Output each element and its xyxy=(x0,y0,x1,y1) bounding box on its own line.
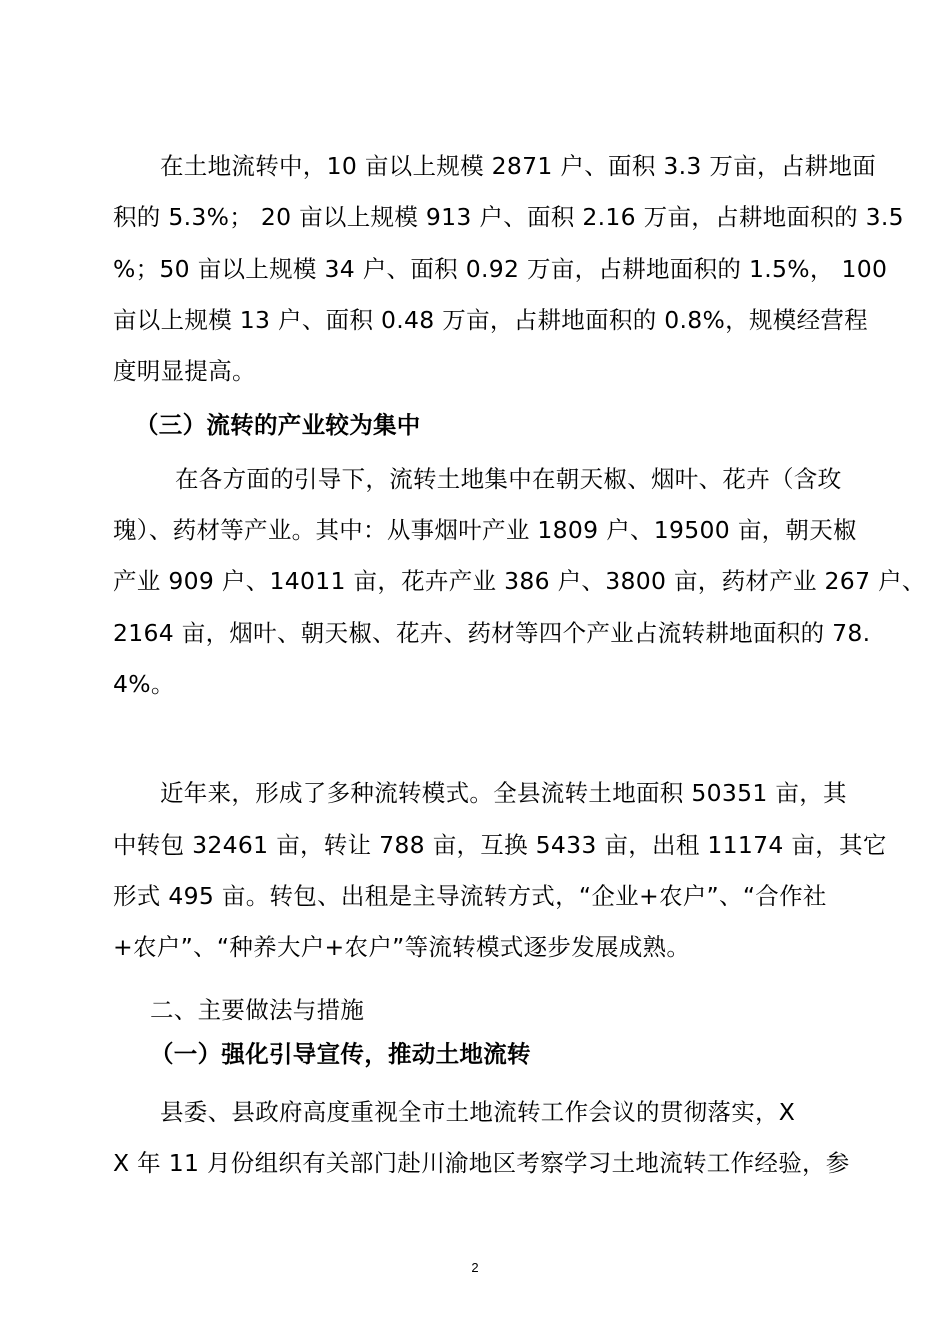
text-line: X 年 11 月份组织有关部门赴川渝地区考察学习土地流转工作经验，参 xyxy=(113,1149,850,1177)
section-heading-industry: （三）流转的产业较为集中 xyxy=(135,411,421,439)
text-line: 4%。 xyxy=(113,670,175,698)
text-line: 瑰）、药材等产业。其中：从事烟叶产业 1809 户、19500 亩，朝天椒 xyxy=(113,516,857,544)
text-line: 产业 909 户、14011 亩，花卉产业 386 户、3800 亩，药材产业 267 户、 xyxy=(113,567,926,595)
page-number: 2 xyxy=(471,1260,479,1275)
text-line: 2164 亩，烟叶、朝天椒、花卉、药材等四个产业占流转耕地面积的 78. xyxy=(113,619,871,647)
text-line: 在各方面的引导下，流转土地集中在朝天椒、烟叶、花卉（含玫 xyxy=(175,465,842,493)
text-line: %；50 亩以上规模 34 户、面积 0.92 万亩，占耕地面积的 1.5%， 100 xyxy=(113,255,888,283)
section-heading-measures: 二、主要做法与措施 xyxy=(150,996,365,1024)
text-line: 中转包 32461 亩，转让 788 亩，互换 5433 亩，出租 11174 亩，其它 xyxy=(113,831,887,859)
text-line: 在土地流转中，10 亩以上规模 2871 户、面积 3.3 万亩，占耕地面 xyxy=(160,152,877,180)
text-line: 近年来，形成了多种流转模式。全县流转土地面积 50351 亩，其 xyxy=(160,779,847,807)
text-line: 积的 5.3%； 20 亩以上规模 913 户、面积 2.16 万亩，占耕地面积的 3.5 xyxy=(113,203,904,231)
text-line: 形式 495 亩。转包、出租是主导流转方式，“企业+农户”、“合作社 xyxy=(113,882,827,910)
section-heading-guidance: （一）强化引导宣传，推动土地流转 xyxy=(150,1040,531,1068)
text-line: 亩以上规模 13 户、面积 0.48 万亩，占耕地面积的 0.8%，规模经营程 xyxy=(113,306,868,334)
text-line: 度明显提高。 xyxy=(113,357,256,385)
text-line: 县委、县政府高度重视全市土地流转工作会议的贯彻落实，X xyxy=(160,1098,796,1126)
text-line: +农户”、“种养大户+农户”等流转模式逐步发展成熟。 xyxy=(113,933,691,961)
